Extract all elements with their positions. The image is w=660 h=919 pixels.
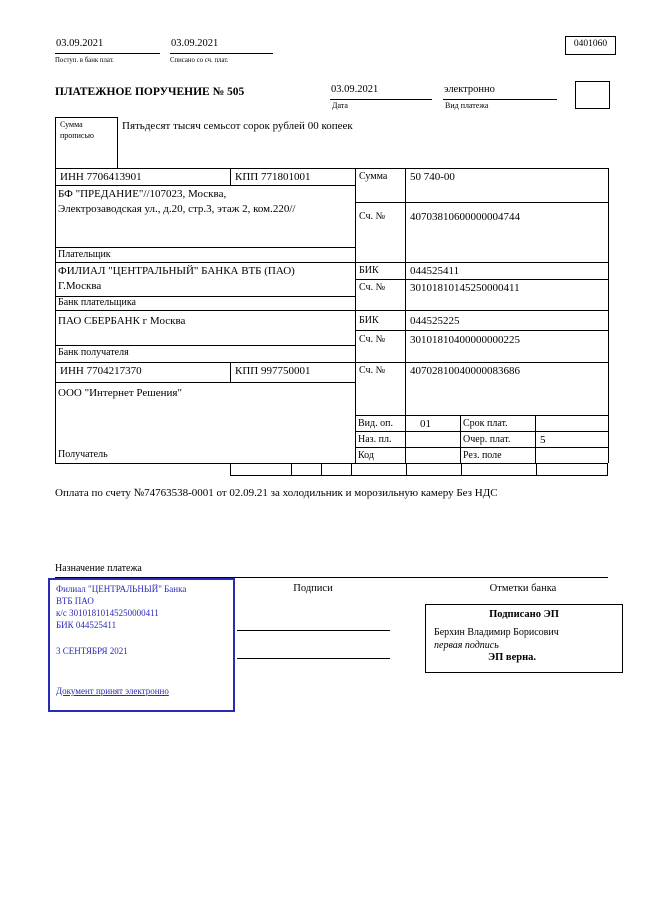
signatures-header: Подписи	[293, 583, 333, 594]
esign-signature-kind: первая подпись	[434, 640, 499, 651]
debited-date-label: Списано со сч. плат.	[170, 57, 229, 64]
op-type-label: Вид. оп.	[358, 418, 393, 429]
table-border	[55, 382, 355, 383]
payee-bank-name: ПАО СБЕРБАНК г Москва	[58, 315, 186, 327]
table-border	[355, 431, 608, 432]
marks-cells	[230, 463, 608, 476]
stamp-bik: БИК 044525411	[56, 620, 117, 630]
table-border	[55, 345, 355, 346]
payer-account: 40703810600000004744	[410, 211, 520, 223]
doc-title: ПЛАТЕЖНОЕ ПОРУЧЕНИЕ № 505	[55, 86, 245, 98]
amount-words-label-cell: Сумма прописью	[55, 117, 118, 169]
payee-bank-bik: 044525225	[410, 315, 460, 327]
table-border	[355, 447, 608, 448]
table-border	[55, 247, 355, 248]
payee-bank-account-label: Сч. №	[359, 334, 386, 345]
payer-bank-city: Г.Москва	[58, 280, 102, 292]
payee-section-label: Получатель	[58, 449, 108, 460]
table-border	[608, 168, 609, 463]
table-border	[55, 362, 608, 363]
purpose-label: Назначение платежа	[55, 563, 142, 574]
payee-bank-section-label: Банк получателя	[58, 347, 129, 358]
payer-bank-bik: 044525411	[410, 265, 460, 277]
payment-priority-label: Очер. плат.	[463, 434, 511, 445]
table-border	[55, 185, 355, 186]
cell-divider	[291, 464, 292, 475]
payer-bank-name: ФИЛИАЛ "ЦЕНТРАЛЬНЫЙ" БАНКА ВТБ (ПАО)	[58, 265, 295, 277]
stamp-bank-name-line2: ВТБ ПАО	[56, 596, 94, 606]
cell-divider	[351, 464, 352, 475]
code-label: Код	[358, 450, 374, 461]
reserve-field-label: Рез. поле	[463, 450, 502, 461]
op-type-value: 01	[420, 418, 431, 430]
esign-box	[425, 604, 623, 673]
debited-date-value: 03.09.2021	[170, 38, 273, 54]
payer-account-label: Сч. №	[359, 211, 386, 222]
payment-term-label: Срок плат.	[463, 418, 508, 429]
payment-priority-value: 5	[540, 434, 546, 446]
cell-divider	[406, 464, 407, 475]
table-border	[230, 362, 231, 382]
payee-kpp: КПП 997750001	[235, 365, 311, 377]
payee-bank-account: 30101810400000000225	[410, 334, 520, 346]
stamp-date: 3 СЕНТЯБРЯ 2021	[56, 646, 128, 656]
amount-words-text: Пятьдесят тысяч семьсот сорок рублей 00 копеек	[122, 120, 353, 132]
table-border	[355, 415, 608, 416]
payer-bank-section-label: Банк плательщика	[58, 297, 136, 308]
table-border	[55, 168, 56, 463]
table-border	[355, 279, 608, 280]
payee-account-label: Сч. №	[359, 365, 386, 376]
payer-kpp: КПП 771801001	[235, 171, 311, 183]
signature-line	[237, 630, 390, 631]
doc-date-value: 03.09.2021	[330, 84, 432, 100]
table-border	[55, 262, 608, 263]
cell-divider	[321, 464, 322, 475]
payment-kind-checkbox	[575, 81, 610, 109]
table-border	[55, 168, 608, 169]
payer-name: БФ "ПРЕДАНИЕ"//107023, Москва, Электрозаводская ул., д.20, стр.3, этаж 2, ком.220//	[58, 188, 296, 215]
payee-bank-bik-label: БИК	[359, 315, 379, 326]
esign-title: Подписано ЭП	[489, 609, 559, 620]
table-border	[230, 168, 231, 185]
bank-stamp	[48, 578, 235, 712]
esign-status: ЭП верна.	[488, 652, 537, 663]
table-border	[405, 168, 406, 463]
sum-value: 50 740-00	[410, 171, 455, 183]
table-border	[55, 310, 608, 311]
received-date-label: Поступ. в банк плат.	[55, 57, 114, 64]
sum-label: Сумма	[359, 171, 388, 182]
payment-kind-label: Вид платежа	[445, 101, 489, 110]
payer-section-label: Плательщик	[58, 249, 111, 260]
payer-bank-account-label: Сч. №	[359, 282, 386, 293]
bank-marks-header: Отметки банка	[489, 583, 557, 594]
cell-divider	[461, 464, 462, 475]
signature-line	[237, 658, 390, 659]
payment-kind-value: электронно	[443, 84, 557, 100]
received-date-value: 03.09.2021	[55, 38, 160, 54]
payee-inn: ИНН 7704217370	[60, 365, 142, 377]
payer-inn: ИНН 7706413901	[60, 171, 142, 183]
table-border	[535, 415, 536, 463]
table-border	[355, 202, 608, 203]
cell-divider	[536, 464, 537, 475]
payee-account: 40702810040000083686	[410, 365, 520, 377]
payee-name: ООО "Интернет Решения"	[58, 387, 182, 399]
payer-bank-account: 30101810145250000411	[410, 282, 520, 294]
payment-naz-label: Наз. пл.	[358, 434, 392, 445]
payer-bank-bik-label: БИК	[359, 265, 379, 276]
form-code-box: 0401060	[565, 36, 616, 55]
table-border	[355, 330, 608, 331]
purpose-text: Оплата по счету №74763538-0001 от 02.09.21 за холодильник и морозильную камеру Без НДС	[55, 487, 498, 499]
stamp-corr-account: к/с 30101810145250000411	[56, 608, 159, 618]
table-border	[460, 415, 461, 463]
esign-signer-name: Берхин Владимир Борисович	[434, 627, 559, 638]
doc-date-label: Дата	[332, 101, 348, 110]
stamp-bank-name-line1: Филиал "ЦЕНТРАЛЬНЫЙ" Банка	[56, 584, 187, 594]
table-border	[355, 168, 356, 463]
stamp-footer: Документ принят электронно	[56, 686, 169, 696]
